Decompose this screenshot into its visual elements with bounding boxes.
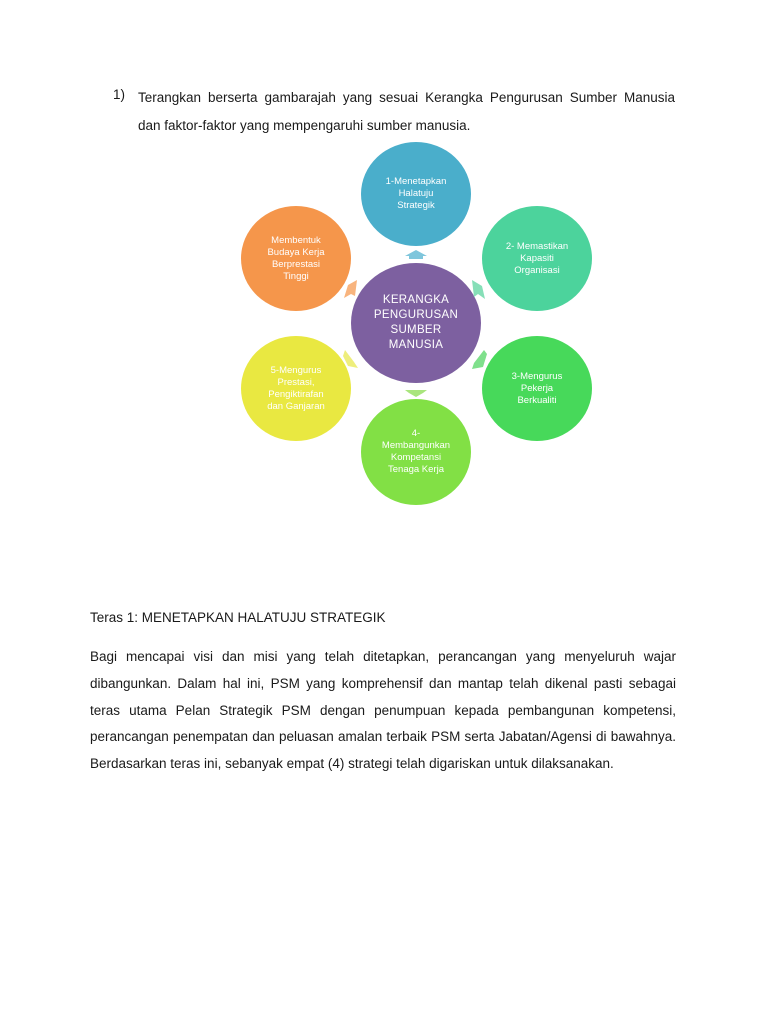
arrow-upper-right-icon: [472, 280, 485, 299]
node-6-circle: [241, 206, 351, 311]
arrow-lower-right-icon: [472, 350, 487, 369]
node-1-label: 1-Menetapkan Halatuju Strategik: [385, 176, 447, 211]
section-title: Teras 1: MENETAPKAN HALATUJU STRATEGIK: [90, 610, 386, 625]
node-6-label: Membentuk Budaya Kerja Berprestasi Tinggi: [267, 234, 325, 282]
node-4-label: 4- Membangunkan Kompetansi Tenaga Kerja: [381, 428, 451, 475]
question-text: Terangkan berserta gambarajah yang sesuai Kerangka Pengurusan Sumber Manusia dan faktor-faktor yang mempengaruhi sumber manusia.: [138, 90, 675, 133]
section-paragraph: Bagi mencapai visi dan misi yang telah ditetapkan, perancangan yang menyeluruh wajar dibangunkan. Dalam hal ini, PSM yang komprehensif dan mantap telah dikenal pasti sebagai teras utama Pelan Strategik PSM dengan penumpuan kepada pembangunan kompetensi, perancangan penempatan dan peluasan amalan terbaik PSM serta Jabatan/Agensi di bawahnya. Berdasarkan teras ini, sebanyak empat (4) strategi telah digariskan untuk dilaksanakan.: [90, 649, 676, 772]
arrow-up-icon: [405, 250, 427, 259]
node-2-label: 2- Memastikan Kapasiti Organisasi: [505, 240, 569, 276]
arrow-lower-left-icon: [343, 350, 358, 368]
question-number: 1): [113, 87, 126, 102]
node-4-circle: [361, 399, 471, 505]
node-1-circle: [361, 142, 471, 246]
arrow-upper-left-icon: [344, 280, 357, 298]
node-5-label: 5-Mengurus Prestasi, Pengiktirafan dan Ganjaran: [267, 364, 325, 412]
center-circle: [351, 263, 481, 383]
node-3-circle: [482, 336, 592, 441]
node-2-circle: [482, 206, 592, 311]
node-3-label: 3-Mengurus Pekerja Berkualiti: [511, 370, 563, 406]
arrow-down-icon: [405, 390, 427, 397]
center-label: KERANGKA PENGURUSAN SUMBER MANUSIA: [373, 294, 459, 351]
node-5-circle: [241, 336, 351, 441]
